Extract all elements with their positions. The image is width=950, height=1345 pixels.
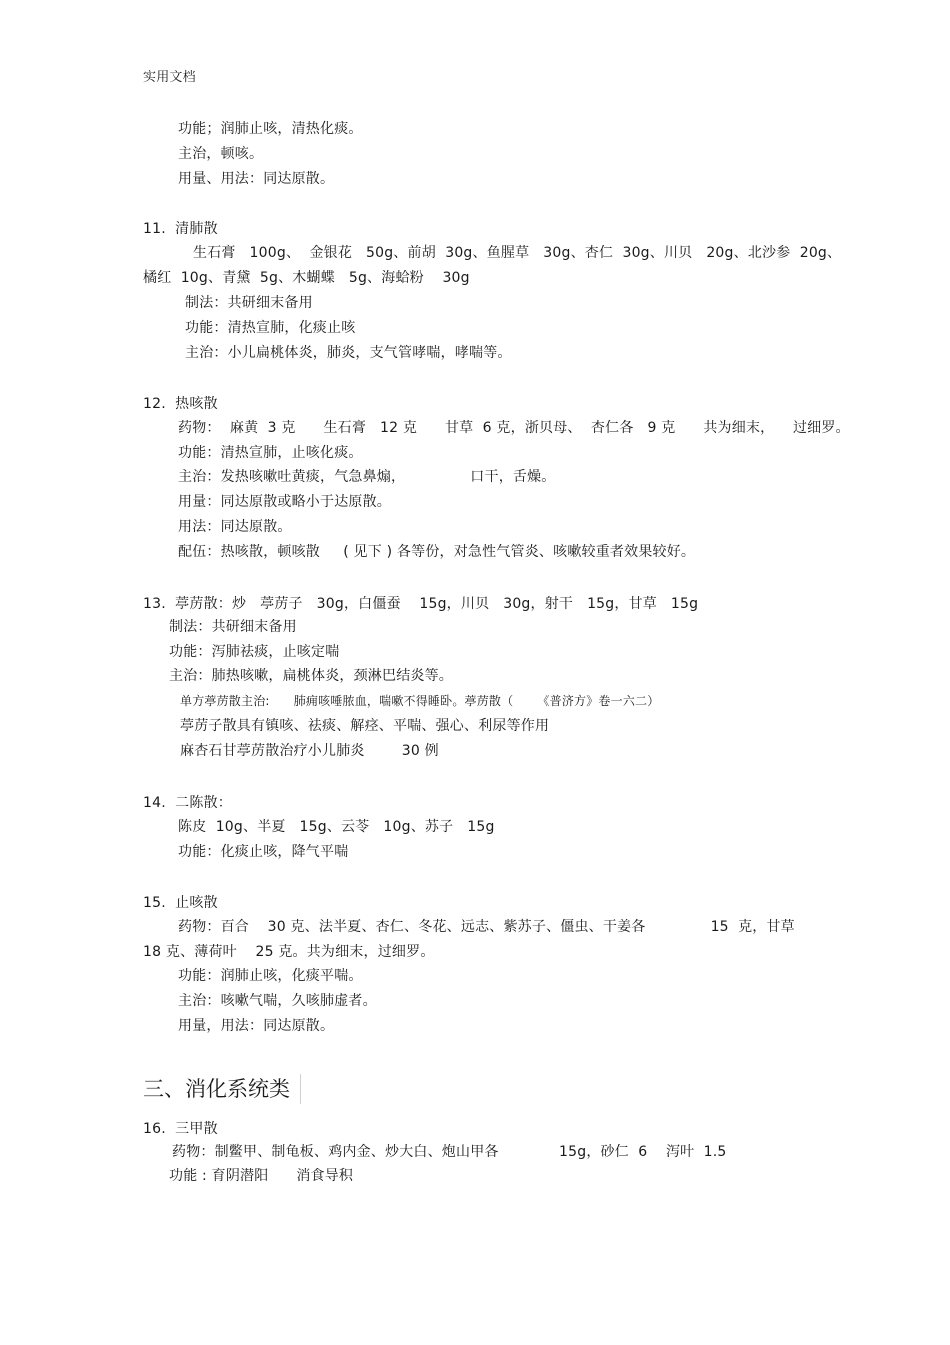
page-header: 实用文档 [143, 70, 196, 85]
item-heading: 15. 止咳散 [143, 895, 218, 911]
item-heading: 11. 清肺散 [143, 221, 218, 237]
text-line: 用法：同达原散。 [178, 519, 292, 535]
text-line: 18 克、薄荷叶 25 克。共为细末，过细罗。 [143, 944, 435, 960]
text-line: 功能 : 育阴潜阳 消食导积 [169, 1168, 354, 1184]
text-line: 制法：共研细末备用 [185, 295, 313, 311]
text-line: 用量：同达原散或略小于达原散。 [178, 494, 391, 510]
item-heading: 14. 二陈散： [143, 795, 232, 811]
text-line: 橘红 10g、青黛 5g、木蝴蝶 5g、海蛤粉 30g [143, 270, 470, 286]
text-line: 药物：百合 30 克、法半夏、杏仁、冬花、远志、紫苏子、僵虫、干姜各 15 克，甘草 [178, 919, 795, 935]
text-line: 生石膏 100g、 金银花 50g、前胡 30g、鱼腥草 30g、杏仁 30g、川贝 20g、北沙参 20g、 [193, 245, 842, 261]
text-line: 单方葶苈散主治: 肺痈咳唾脓血，喘嗽不得睡卧。葶苈散（ 《普济方》卷一六二） [180, 694, 660, 708]
text-line: 主治：肺热咳嗽，扁桃体炎，颈淋巴结炎等。 [169, 668, 453, 684]
text-line: 用量、用法：同达原散。 [178, 171, 335, 187]
text-line: 功能：润肺止咳，化痰平喘。 [178, 968, 363, 984]
item-heading: 16. 三甲散 [143, 1121, 218, 1137]
text-line: 主治：咳嗽气喘，久咳肺虚者。 [178, 993, 377, 1009]
text-line: 功能：清热宣肺，化痰止咳 [185, 320, 356, 336]
text-line: 配伍：热咳散，顿咳散 ( 见下 ) 各等份，对急性气管炎、咳嗽较重者效果较好。 [178, 544, 696, 560]
text-line: 功能：化痰止咳，降气平喘 [178, 844, 349, 860]
text-line: 用量，用法：同达原散。 [178, 1018, 335, 1034]
text-line: 葶苈子散具有镇咳、祛痰、解痉、平喘、强心、利尿等作用 [180, 718, 550, 734]
text-line: 陈皮 10g、半夏 15g、云苓 10g、苏子 15g [178, 819, 495, 835]
text-line: 功能；润肺止咳，清热化痰。 [178, 121, 363, 137]
text-line: 功能：泻肺祛痰，止咳定喘 [169, 644, 340, 660]
section-heading: 三、消化系统类 [143, 1074, 301, 1104]
text-line: 主治，顿咳。 [178, 146, 264, 162]
item-heading: 12. 热咳散 [143, 396, 218, 412]
text-line: 制法：共研细末备用 [169, 619, 297, 635]
text-line: 麻杏石甘葶苈散治疗小儿肺炎 30 例 [180, 743, 439, 759]
item-heading: 13. 葶苈散：炒 葶苈子 30g，白僵蚕 15g，川贝 30g，射干 15g，甘草 15g [143, 596, 699, 612]
text-line: 主治：发热咳嗽吐黄痰，气急鼻煽， 口干，舌燥。 [178, 469, 556, 485]
text-line: 药物： 麻黄 3 克 生石膏 12 克 甘草 6 克，浙贝母、 杏仁各 9 克 共为细末， 过细罗。 [178, 420, 850, 436]
text-line: 功能：清热宣肺，止咳化痰。 [178, 445, 363, 461]
text-line: 药物：制鳖甲、制龟板、鸡内金、炒大白、炮山甲各 15g，砂仁 6 泻叶 1.5 [172, 1144, 727, 1160]
text-line: 主治：小儿扁桃体炎，肺炎，支气管哮喘，哮喘等。 [185, 345, 512, 361]
